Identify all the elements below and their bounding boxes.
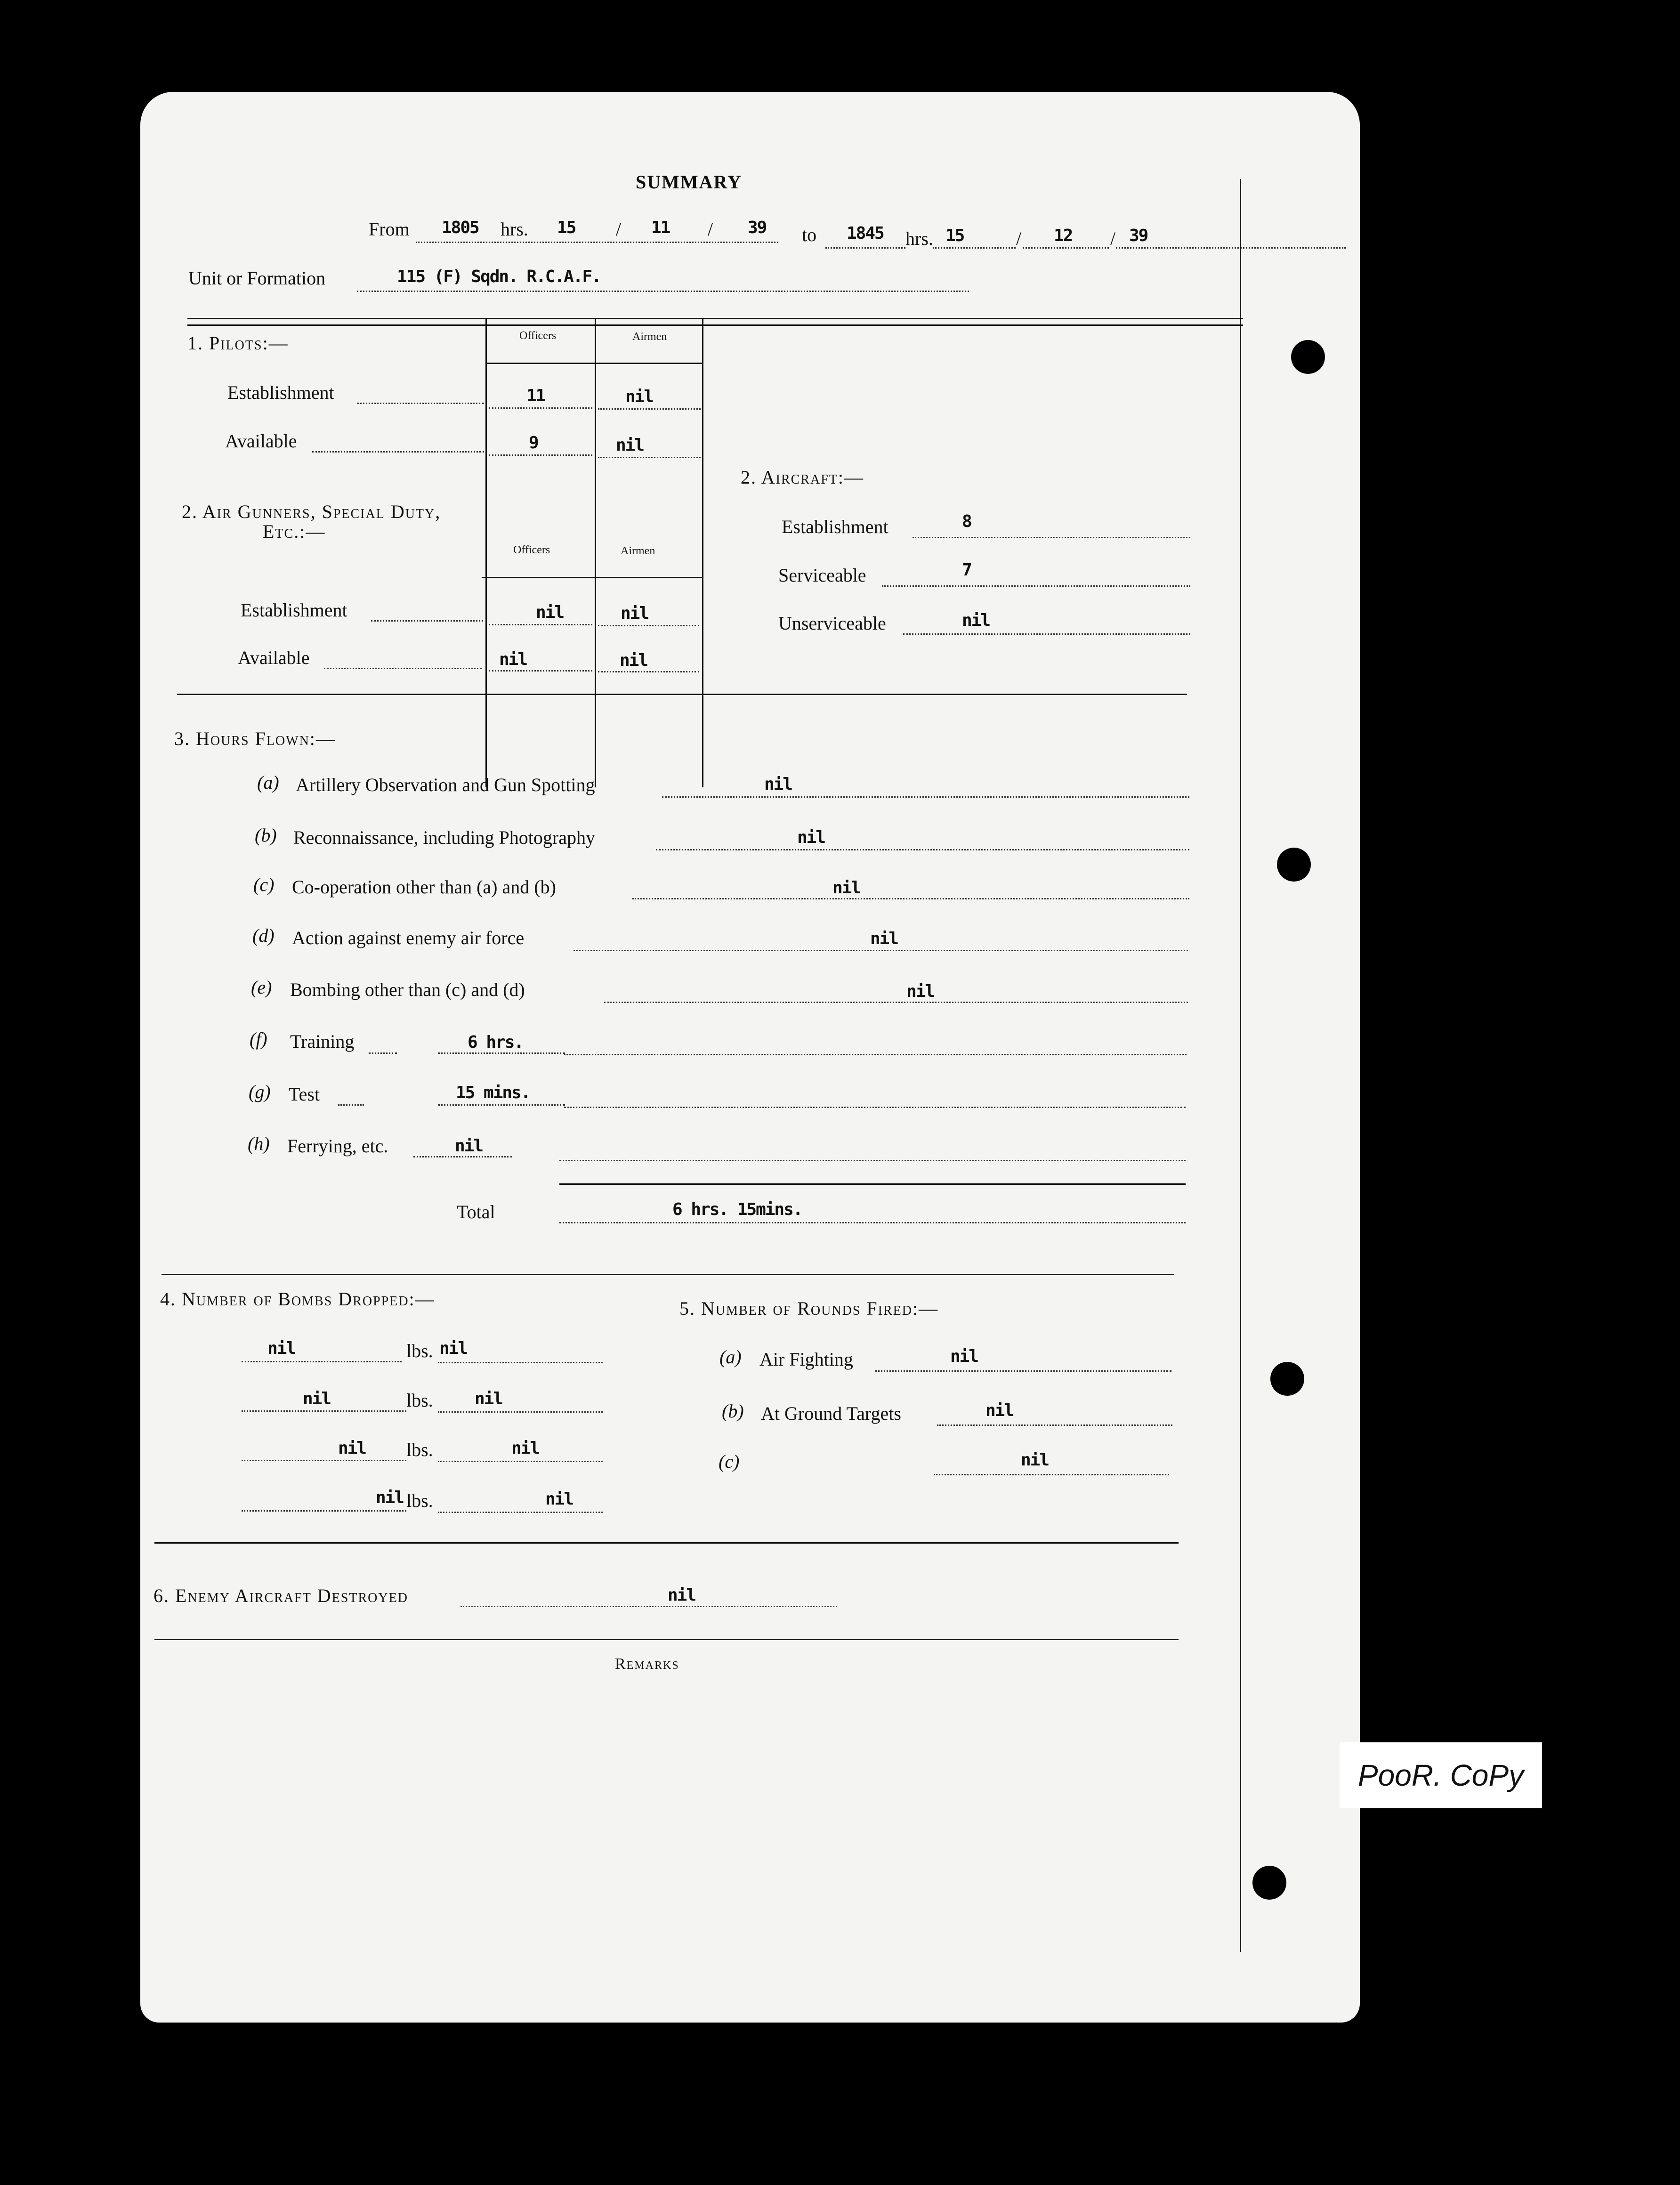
hours-item-value: nil <box>797 828 825 847</box>
hours-item-label: Ferrying, etc. <box>287 1135 388 1157</box>
to-hrs-label: hrs. <box>905 228 933 249</box>
bombs-weight: nil <box>511 1439 540 1458</box>
bombs-weight: nil <box>475 1389 503 1408</box>
date-slash: / <box>616 218 622 240</box>
gunners-heading-line2: Etc.:— <box>263 521 326 542</box>
bombs-weight: nil <box>545 1489 573 1509</box>
from-year: 39 <box>748 218 767 237</box>
aircraft-heading: 2. Aircraft:— <box>741 467 864 488</box>
pilots-col-officers: Officers <box>519 330 557 342</box>
form-sheet <box>140 92 1360 2023</box>
rounds-item-label: Air Fighting <box>759 1349 853 1370</box>
enemy-value: nil <box>668 1586 696 1605</box>
rounds-item-letter: (b) <box>722 1400 744 1422</box>
punch-hole <box>1291 340 1325 374</box>
date-slash: / <box>1016 228 1022 249</box>
to-year: 39 <box>1129 226 1148 245</box>
rounds-item-letter: (c) <box>719 1451 740 1472</box>
unit-value: 115 (F) Sqdn. R.C.A.F. <box>397 267 601 286</box>
from-hrs-label: hrs. <box>501 218 528 240</box>
enemy-heading: 6. Enemy Aircraft Destroyed <box>153 1585 408 1606</box>
pilots-avail-airmen: nil <box>616 436 644 455</box>
hours-item-value: 6 hrs. <box>468 1033 524 1052</box>
remarks-label: Remarks <box>615 1655 679 1673</box>
bombs-lbs-label: lbs. <box>406 1490 433 1511</box>
bombs-lbs-label: lbs. <box>406 1439 433 1460</box>
to-month: 12 <box>1054 226 1073 245</box>
from-time: 1805 <box>442 218 479 237</box>
bombs-count: nil <box>303 1389 331 1408</box>
unit-label: Unit or Formation <box>188 267 326 289</box>
punch-hole <box>1252 1866 1286 1900</box>
hours-item-label: Bombing other than (c) and (d) <box>290 979 525 1000</box>
hours-item-letter: (c) <box>253 874 275 895</box>
rounds-item-value: nil <box>950 1347 978 1366</box>
bombs-count: nil <box>267 1339 296 1358</box>
aircraft-establishment-label: Establishment <box>782 516 888 537</box>
rounds-item-letter: (a) <box>719 1346 742 1368</box>
rounds-item-value: nil <box>985 1401 1014 1420</box>
bombs-lbs-label: lbs. <box>406 1340 433 1361</box>
from-day: 15 <box>557 218 576 237</box>
hours-item-letter: (g) <box>249 1081 271 1102</box>
hours-item-letter: (e) <box>251 977 272 998</box>
hours-item-label: Training <box>290 1031 355 1052</box>
from-label: From <box>369 218 410 240</box>
rounds-item-value: nil <box>1021 1450 1049 1470</box>
gunners-available-label: Available <box>238 647 310 668</box>
gunners-col-officers: Officers <box>513 544 550 556</box>
hours-item-letter: (h) <box>248 1133 270 1154</box>
hours-item-label: Reconnaissance, including Photography <box>293 827 595 848</box>
gunners-establishment-label: Establishment <box>241 599 347 621</box>
aircraft-serviceable-value: 7 <box>962 560 971 580</box>
bombs-lbs-label: lbs. <box>406 1390 433 1411</box>
bombs-weight: nil <box>439 1339 468 1358</box>
hours-item-letter: (d) <box>252 925 275 946</box>
hours-total-label: Total <box>457 1201 495 1222</box>
hours-item-value: nil <box>764 775 792 794</box>
from-month: 11 <box>651 218 670 237</box>
gunners-heading-line1: 2. Air Gunners, Special Duty, <box>182 501 441 522</box>
hours-total-value: 6 hrs. 15mins. <box>672 1200 802 1219</box>
to-day: 15 <box>945 226 964 245</box>
hours-item-label: Co-operation other than (a) and (b) <box>292 876 556 898</box>
gunners-col-airmen: Airmen <box>621 545 655 557</box>
poor-copy-stamp: PooR. CoPy <box>1340 1742 1542 1808</box>
hours-item-label: Test <box>289 1084 320 1105</box>
rounds-heading: 5. Number of Rounds Fired:— <box>679 1298 939 1319</box>
date-slash: / <box>1110 228 1116 249</box>
hours-item-value: nil <box>870 929 898 948</box>
punch-hole <box>1277 848 1311 882</box>
hours-item-letter: (a) <box>257 772 279 793</box>
bombs-count: nil <box>338 1439 366 1458</box>
pilots-est-airmen: nil <box>625 387 654 406</box>
pilots-available-label: Available <box>225 430 297 452</box>
pilots-heading: 1. Pilots:— <box>187 332 289 354</box>
punch-hole <box>1270 1362 1304 1396</box>
hours-item-value: nil <box>455 1136 483 1156</box>
aircraft-serviceable-label: Serviceable <box>778 565 866 586</box>
hours-item-label: Artillery Observation and Gun Spotting <box>296 774 595 795</box>
pilots-establishment-label: Establishment <box>227 382 334 403</box>
page-title: SUMMARY <box>636 171 742 193</box>
to-label: to <box>802 224 817 245</box>
gunners-est-airmen: nil <box>621 604 649 623</box>
pilots-avail-officers: 9 <box>529 433 538 453</box>
hours-heading: 3. Hours Flown:— <box>174 728 336 749</box>
aircraft-establishment-value: 8 <box>962 512 971 531</box>
hours-item-value: nil <box>832 878 861 898</box>
hours-item-value: 15 mins. <box>456 1083 530 1102</box>
rounds-item-label: At Ground Targets <box>761 1403 901 1424</box>
gunners-avail-officers: nil <box>499 650 527 669</box>
aircraft-unserviceable-label: Unserviceable <box>778 613 886 634</box>
bombs-heading: 4. Number of Bombs Dropped:— <box>160 1288 435 1310</box>
to-time: 1845 <box>847 224 884 243</box>
aircraft-unserviceable-value: nil <box>962 611 990 630</box>
hours-item-label: Action against enemy air force <box>292 927 525 948</box>
gunners-est-officers: nil <box>536 603 564 622</box>
pilots-est-officers: 11 <box>526 386 545 405</box>
hours-item-value: nil <box>906 982 935 1001</box>
hours-item-letter: (b) <box>255 825 277 846</box>
gunners-avail-airmen: nil <box>620 651 648 670</box>
bombs-count: nil <box>376 1488 404 1507</box>
date-slash: / <box>708 218 713 240</box>
pilots-col-airmen: Airmen <box>632 331 667 343</box>
hours-item-letter: (f) <box>250 1028 267 1050</box>
